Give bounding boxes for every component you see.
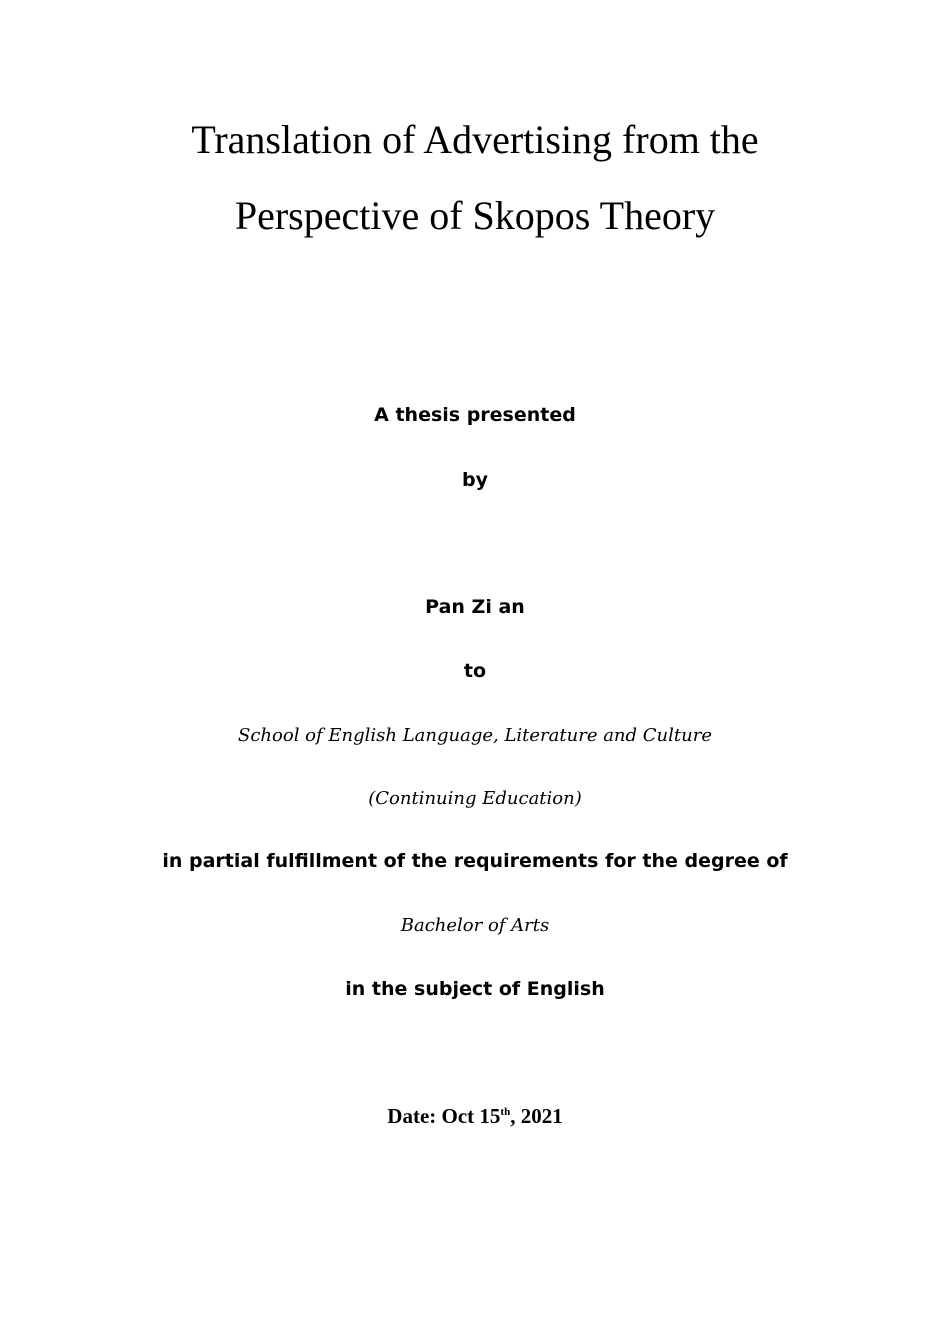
thesis-presented-text: A thesis presented <box>374 404 576 426</box>
submission-date <box>0 1103 950 1129</box>
degree-name: Bachelor of Arts <box>400 915 550 936</box>
school-note: (Continuing Education) <box>368 788 582 809</box>
date-prefix: Date: Oct 15 <box>387 1104 501 1128</box>
fulfillment-text: in partial fulfillment of the requirements for the degree of <box>162 850 788 872</box>
school-name: School of English Language, Literature and Culture <box>238 725 712 746</box>
title-line-1: Translation of Advertising from the <box>191 117 759 162</box>
date-ordinal-suffix: th <box>500 1106 511 1118</box>
to-text: to <box>463 660 487 682</box>
subject-text: in the subject of English <box>345 978 605 1000</box>
date-year: , 2021 <box>510 1104 563 1128</box>
title-line-2: Perspective of Skopos Theory <box>234 193 716 238</box>
author-name: Pan Zi an <box>425 596 525 618</box>
by-text: by <box>462 469 488 491</box>
